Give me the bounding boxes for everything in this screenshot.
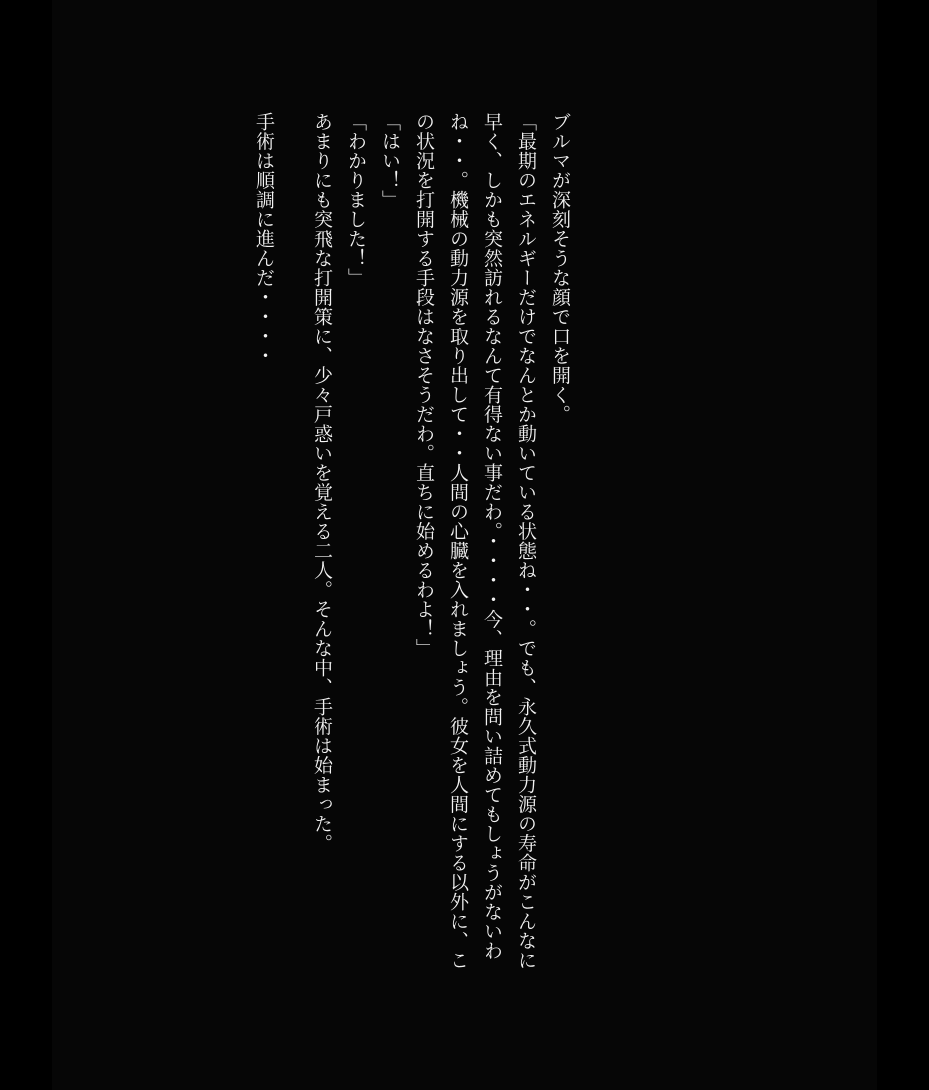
story-page[interactable] <box>52 0 877 1090</box>
text-line: 「最期のエネルギーだけでなんとか動いている状態ね・・。でも、永久式動力源の寿命がこんなに <box>515 112 536 970</box>
text-line: 早く、しかも突然訪れるなんて有得ない事だわ。・・・・今、理由を問い詰めてもしょうがないわ <box>481 112 502 961</box>
left-letterbox-bar <box>0 0 52 1090</box>
text-line: 「はい！」 <box>379 112 400 210</box>
text-line: の状況を打開する手段はなさそうだわ。直ちに始めるわよ！」 <box>413 112 434 658</box>
text-line: ね・・。機械の動力源を取り出して・・人間の心臓を入れましょう。彼女を人間にする以外に、こ <box>447 112 468 970</box>
right-letterbox-bar <box>877 0 929 1090</box>
story-text-block <box>246 112 576 982</box>
text-line: 手術は順調に進んだ・・・・ <box>253 112 274 366</box>
text-line: ブルマが深刻そうな顔で口を開く。 <box>549 112 570 424</box>
text-line: 「わかりました！」 <box>345 112 366 288</box>
text-line: あまりにも突飛な打開策に、少々戸惑いを覚える二人。そんな中、手術は始まった。 <box>311 112 332 853</box>
